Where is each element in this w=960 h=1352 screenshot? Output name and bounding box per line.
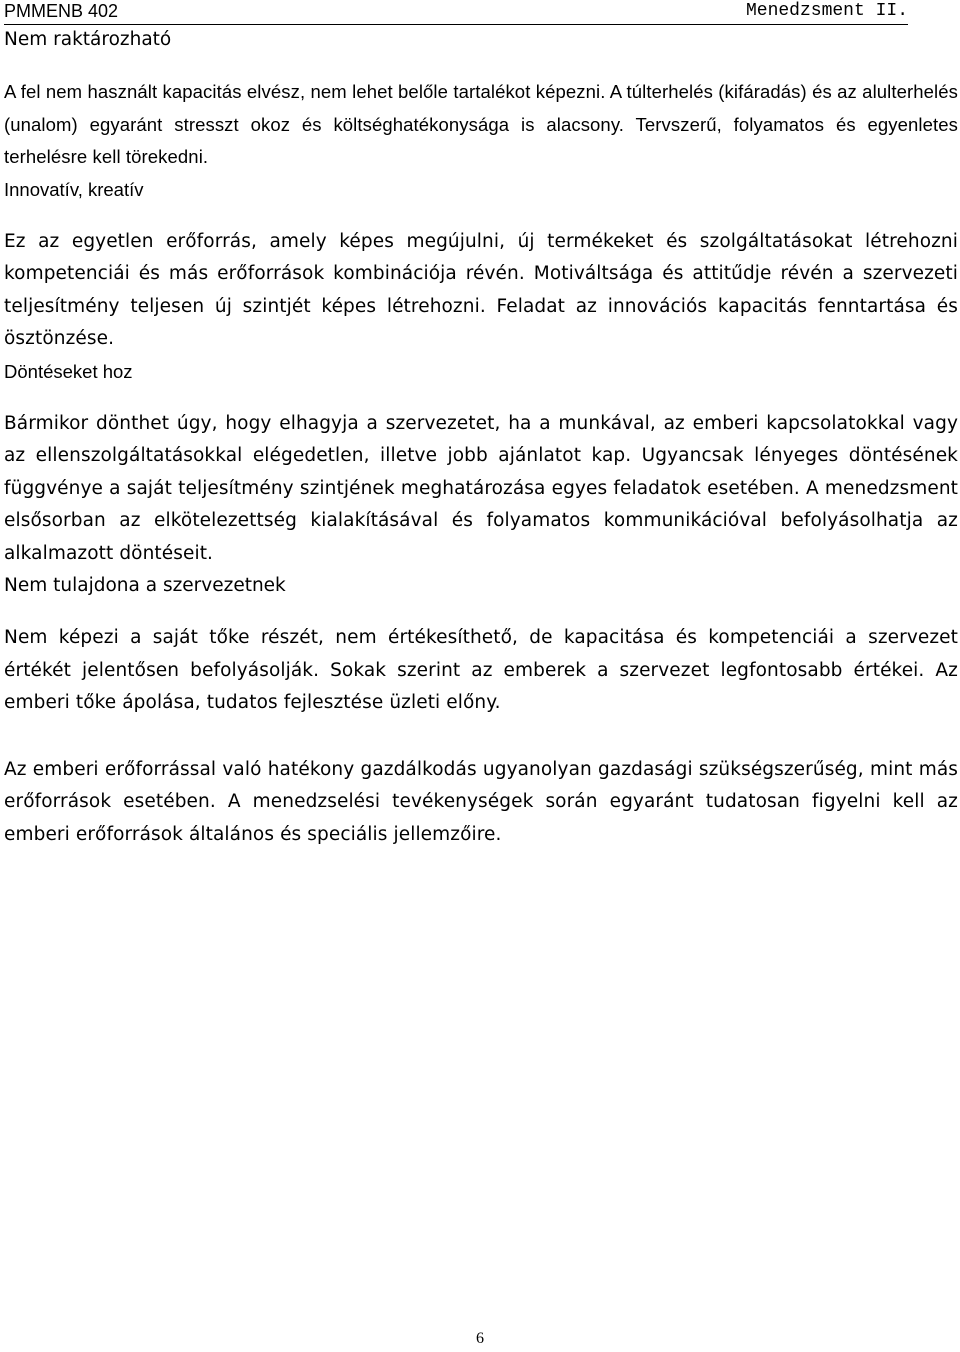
closing-paragraph: Az emberi erőforrással való hatékony gazdálkodás ugyanolyan gazdasági szükségszerűség, mint más erőforrások esetében. A menedzselési tevékenységek során egyaránt tudatosan figyelni kell az emberi erőforrások általános és speciális jellemzőire. [4,758,958,845]
course-code: PMMENB 402 [4,1,119,21]
document-body [4,24,958,851]
section-heading-nem-tulajdona: Nem tulajdona a szervezetnek [4,575,286,596]
page-number: 6 [476,1330,484,1347]
section-heading-nem-raktarozhato: Nem raktározható [4,29,172,50]
section-paragraph-nem-tulajdona: Nem képezi a saját tőke részét, nem értékesíthető, de kapacitása és kompetenciái a szervezet értékét jelentősen befolyásolják. Sokak szerint az emberek a szervezet legfontosabb értékei. Az emberi tőke ápolása, tudatos fejlesztése üzleti előny. [4,627,958,713]
section-paragraph-innovativ: Ez az egyetlen erőforrás, amely képes megújulni, új termékeket és szolgáltatásokat létrehozni kompetenciái és más erőforrások kombinációja révén. Motiváltsága és attitűdje révén a szervezeti teljesítmény teljesen új szintjét képes létrehozni. Feladat az innovációs kapacitás fenntartása és ösztönzése. [4,230,958,349]
section-paragraph-donteseket-hoz: Bármikor dönthet úgy, hogy elhagyja a szervezetet, ha a munkával, az emberi kapcsolatokkal vagy az ellenszolgáltatásokkal elégedetlen, illetve jobb ajánlatot kap. Ugyancsak lényeges döntésének függvénye a saját teljesítmény szintjének meghatározása egyes feladatok esetében. A menedzsment elsősorban az elkötelezettség kialakításával és folyamatos kommunikációval befolyásolhatja az alkalmazott döntéseit. [4,412,958,564]
section-heading-innovativ: Innovatív, kreatív [4,178,144,200]
section-heading-donteseket-hoz: Döntéseket hoz [4,360,133,382]
page-header [4,0,908,25]
course-title: Menedzsment II. [745,1,908,21]
section-paragraph-nem-raktarozhato: A fel nem használt kapacitás elvész, nem lehet belőle tartalékot képezni. A túlterhelés (kifáradás) és az alulterhelés (unalom) egyaránt stresszt okoz és költséghatékonysága is alacsony. Tervszerű, folyamatos és egyenletes terhelésre kell törekedni. [4,81,958,167]
